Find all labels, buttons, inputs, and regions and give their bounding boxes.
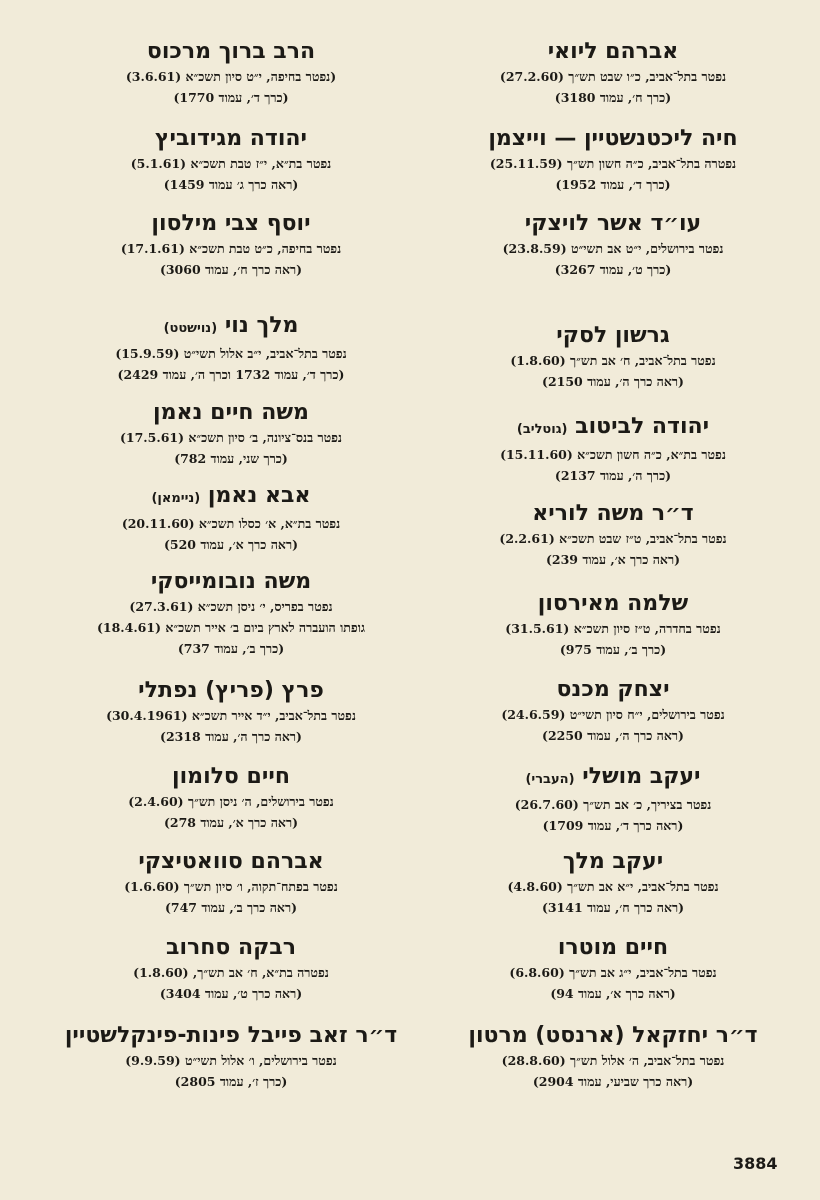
name-note: (העברי) xyxy=(525,772,575,787)
death-info-line: נפטר בת״א, י״ז טבת תשכ״א (5.1.61) xyxy=(130,156,332,171)
obituary-entry xyxy=(46,763,416,833)
obituary-entry xyxy=(46,848,416,918)
obituary-entry xyxy=(438,1022,788,1092)
person-name-text: אברהם ליואי xyxy=(547,39,679,64)
person-name-text: יעקב מושלי xyxy=(582,764,701,789)
name-note: (ניימאן) xyxy=(151,491,201,506)
death-info-line: נפטר בת״א, כ״ה חשון תשכ״א (15.11.60) xyxy=(500,447,726,462)
person-name-text: חיים סלומון xyxy=(172,764,290,789)
obituary-entry xyxy=(438,413,788,486)
person-name-text: חיה ליכטנשטיין — וייצמן xyxy=(488,126,738,151)
person-name xyxy=(438,413,788,444)
person-name-text: משה נובומייסקי xyxy=(150,569,312,594)
reference-line: (כרך ז׳, עמוד 2805) xyxy=(174,1074,288,1089)
person-name xyxy=(46,482,416,513)
death-info-line: גופתו הועברה לארץ ביום ב׳ אייר תשכ״א (18.4.61) xyxy=(96,620,366,635)
person-name xyxy=(46,1022,416,1050)
death-info-line: (נפטר בחיפה, י״ט סיון תשכ״א (3.6.61) xyxy=(125,69,337,84)
death-info-line: נפטר בירושלים, י״ט אב תשי״ט (23.8.59) xyxy=(502,241,724,256)
name-note: (נוישטט) xyxy=(163,321,218,336)
obituary-entry xyxy=(46,399,416,469)
reference-line: (ראה כרך ח׳, עמוד 3060) xyxy=(159,262,303,277)
person-name-text: הרב ברוך מרכוס xyxy=(146,39,316,64)
person-name xyxy=(438,676,788,704)
obituary-entry xyxy=(46,125,416,195)
obituary-entry xyxy=(46,677,416,747)
right-column xyxy=(438,0,788,1200)
reference-line: (ראה כרך ה׳, עמוד 2318) xyxy=(160,729,302,744)
death-info-line: נפטר בתל־אביב, י״א אב תש״ך (4.8.60) xyxy=(507,879,719,894)
left-column xyxy=(46,0,416,1200)
death-info-line: נפטר בפתח־תקוה, ו׳ סיון תש״ך (1.6.60) xyxy=(124,879,338,894)
obituary-entry xyxy=(438,934,788,1004)
death-info-line: נפטר בירושלים, ה׳ ניסן תש״ך (2.4.60) xyxy=(128,794,334,809)
person-name xyxy=(438,500,788,528)
reference-line: (ראה כרך ג׳ עמוד 1459) xyxy=(163,177,299,192)
person-name-text: ד״ר משה לוריא xyxy=(532,501,694,526)
obituary-entry xyxy=(438,210,788,280)
person-name-text: מלך נוי xyxy=(224,313,299,338)
death-info-line: נפטר בתל־אביב, י״ב אלול תשי״ט (15.9.59) xyxy=(115,346,347,361)
person-name-text: אברהם סוואטיצקי xyxy=(138,849,324,874)
obituary-entry xyxy=(46,1022,416,1092)
reference-line: (ראה כרך א׳, עמוד 239) xyxy=(545,552,681,567)
reference-line: (כרך ה׳, עמוד 2137) xyxy=(554,468,672,483)
obituary-entry xyxy=(46,934,416,1004)
reference-line: (כרך ד׳, עמוד 1732 וכרך ה׳, עמוד 2429) xyxy=(117,367,345,382)
person-name xyxy=(438,763,788,794)
person-name-text: חיים מוטרו xyxy=(557,935,669,960)
person-name xyxy=(46,210,416,238)
death-info-line: נפטר בחדרה, ט״ז סיון תשכ״א (31.5.61) xyxy=(505,621,721,636)
person-name-text: שלמה מאירסון xyxy=(537,591,689,616)
reference-line: (ראה כרך ה׳, עמוד 2150) xyxy=(542,374,684,389)
person-name-text: יהודה מגידוביץ xyxy=(154,126,307,151)
death-info-line: נפטר בת״א, א׳ כסלו תשכ״א (20.11.60) xyxy=(121,516,341,531)
death-info-line: נפטר בתל־אביב, ט״ז שבט תשכ״א (2.2.61) xyxy=(499,531,727,546)
reference-line: (ראה כרך א׳, עמוד 278) xyxy=(163,815,299,830)
death-info-line: נפטר בירושלים, ו׳ אלול תשי״ט (9.9.59) xyxy=(125,1053,337,1068)
obituary-entry xyxy=(438,590,788,660)
obituary-entry xyxy=(438,500,788,570)
person-name xyxy=(438,848,788,876)
reference-line: (ראה כרך ד׳, עמוד 1709) xyxy=(542,818,684,833)
person-name xyxy=(46,125,416,153)
person-name xyxy=(438,934,788,962)
reference-line: (כרך שני, עמוד 782) xyxy=(174,451,288,466)
person-name-text: אבא נאמן xyxy=(207,483,311,508)
reference-line: (כרך ט׳, עמוד 3267) xyxy=(554,262,672,277)
reference-line: (ראה כרך ה׳, עמוד 2250) xyxy=(542,728,684,743)
obituary-entry xyxy=(46,210,416,280)
death-info-line: נפטרה בת״א, ח׳ אב תש״ך, (1.8.60) xyxy=(133,965,329,980)
reference-line: (כרך ב׳, עמוד 737) xyxy=(177,641,285,656)
person-name xyxy=(438,125,788,153)
obituary-entry xyxy=(438,322,788,392)
person-name-text: עו״ד אשר לויצקי xyxy=(524,211,702,236)
obituary-entry xyxy=(46,38,416,108)
person-name-text: רבקה סחרוב xyxy=(166,935,296,960)
obituary-entry xyxy=(46,568,416,659)
obituary-entry xyxy=(46,482,416,555)
name-note: (גוטליב) xyxy=(516,422,568,437)
person-name xyxy=(46,934,416,962)
reference-line: (כרך ח׳, עמוד 3180) xyxy=(554,90,672,105)
obituary-entry xyxy=(438,125,788,195)
reference-line: (ראה כרך ח׳, עמוד 3141) xyxy=(541,900,685,915)
death-info-line: נפטר בתל־אביב, ח׳ אב תש״ך (1.8.60) xyxy=(510,353,716,368)
reference-line: (ראה כרך א׳, עמוד 94) xyxy=(550,986,676,1001)
person-name-text: יצחק מכנס xyxy=(556,677,670,702)
person-name xyxy=(438,38,788,66)
person-name-text: יעקב מלך xyxy=(562,849,664,874)
death-info-line: נפטר בציריך, כ׳ אב תש״ך (26.7.60) xyxy=(514,797,712,812)
death-info-line: נפטר בתל־אביב, כ״ו שבט תש״ך (27.2.60) xyxy=(499,69,727,84)
person-name xyxy=(46,312,416,343)
person-name xyxy=(46,677,416,705)
death-info-line: נפטר בתל־אביב, י״ד אייר תשכ״א (30.4.1961) xyxy=(106,708,356,723)
person-name xyxy=(46,38,416,66)
reference-line: (כרך ד׳, עמוד 1952) xyxy=(555,177,671,192)
obituary-entry xyxy=(438,38,788,108)
reference-line: (ראה כרך ב׳, עמוד 747) xyxy=(164,900,298,915)
person-name-text: יוסף צבי מילסון xyxy=(151,211,311,236)
person-name xyxy=(438,210,788,238)
person-name xyxy=(438,322,788,350)
person-name xyxy=(438,590,788,618)
death-info-line: נפטר בפריס, י׳ ניסן תשכ״א (27.3.61) xyxy=(129,599,333,614)
person-name-text: ד״ר יחזקאל (ארנסט) מרטון xyxy=(468,1023,758,1048)
obituary-entry xyxy=(438,676,788,746)
person-name-text: משה חיים נאמן xyxy=(153,400,309,425)
death-info-line: נפטרה בתל־אביב, כ״ה חשון תש״ך (25.11.59) xyxy=(489,156,737,171)
death-info-line: נפטר בתל־אביב, ה׳ אלול תש״ך (28.8.60) xyxy=(501,1053,725,1068)
page-number: 3884 xyxy=(733,1154,778,1173)
person-name-text: גרשון לסקי xyxy=(556,323,670,348)
person-name xyxy=(438,1022,788,1050)
death-info-line: נפטר בירושלים, י״ח סיון תשי״ט (24.6.59) xyxy=(501,707,725,722)
reference-line: (כרך ד׳, עמוד 1770) xyxy=(173,90,289,105)
death-info-line: נפטר בחיפה, כ״ט טבת תשכ״א (17.1.61) xyxy=(120,241,342,256)
obituary-entry xyxy=(438,848,788,918)
person-name-text: ד״ר זאב פייבל פינות-פינקלשטיין xyxy=(64,1023,398,1048)
death-info-line: נפטר בתל־אביב, י״ג אב תש״ך (6.8.60) xyxy=(509,965,717,980)
reference-line: (כרך ב׳, עמוד 975) xyxy=(559,642,667,657)
person-name-text: פרץ (פריץ) נפתלי xyxy=(138,678,324,703)
reference-line: (ראה כרך א׳, עמוד 520) xyxy=(163,537,299,552)
death-info-line: נפטר בנס־ציונה, ב׳ סיון תשכ״א (17.5.61) xyxy=(119,430,342,445)
reference-line: (ראה כרך ט׳, עמוד 3404) xyxy=(159,986,303,1001)
obituary-entry xyxy=(438,763,788,836)
reference-line: (ראה כרך שביעי, עמוד 2904) xyxy=(532,1074,694,1089)
person-name xyxy=(46,399,416,427)
person-name xyxy=(46,568,416,596)
person-name xyxy=(46,763,416,791)
obituary-entry xyxy=(46,312,416,385)
person-name-text: יהודה לביטוב xyxy=(575,414,710,439)
person-name xyxy=(46,848,416,876)
